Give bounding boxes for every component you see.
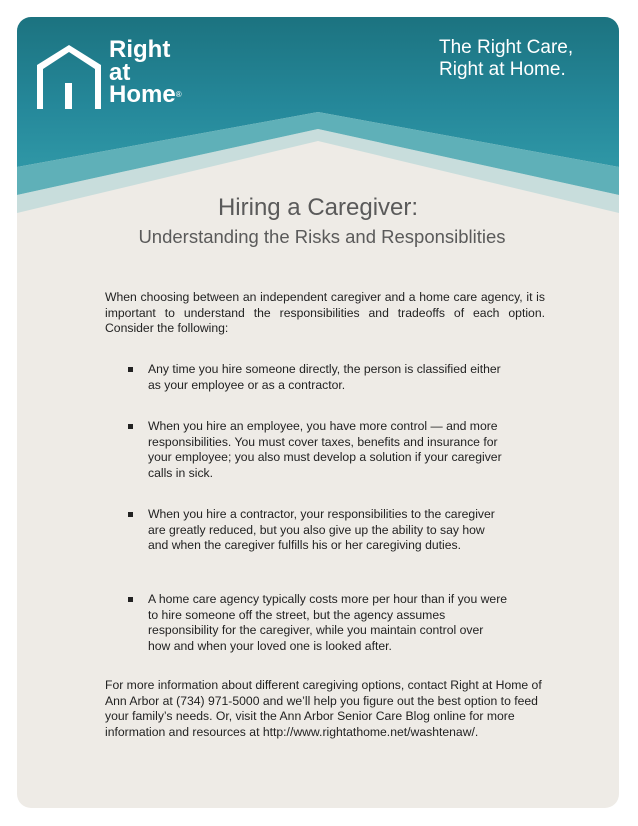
logo-line-1: Right xyxy=(109,36,171,63)
logo-line-3: Home xyxy=(109,81,176,108)
registered-mark: ® xyxy=(175,90,182,99)
bullet-text: When you hire a contractor, your responsibilities to the caregiver are greatly reduced, but you also give up the ability to say how and when the caregiver fulfills his or her caregiving duties. xyxy=(148,507,495,552)
logo-wordmark xyxy=(109,36,182,108)
bullet-text: Any time you hire someone directly, the person is classified either as your employee or as a contractor. xyxy=(148,362,501,392)
page-title: Hiring a Caregiver: xyxy=(217,194,419,221)
bullet-square-icon xyxy=(128,424,133,429)
logo-line-2: at xyxy=(109,58,131,86)
bullet-text: A home care agency typically costs more per hour than if you were to hire someone off the street, but the agency assumes responsibility for the caregiver, while you maintain control over how and when your loved one is looked after. xyxy=(148,592,508,653)
bullet-square-icon xyxy=(128,367,133,372)
tagline-line-1: The Right Care, xyxy=(439,37,574,58)
bullet-item xyxy=(148,507,508,554)
bullet-square-icon xyxy=(128,597,133,602)
intro-paragraph: When choosing between an independent caregiver and a home care agency, it is important to understand the responsibilities and tradeoffs of each option. Consider the following: xyxy=(105,290,545,335)
document-page xyxy=(17,17,619,808)
closing-paragraph: For more information about different caregiving options, contact Right at Home of Ann Arbor at (734) 971-5000 and we’ll help you figure out the best option to feed your family’s needs. Or, visit the Ann Arbor Senior Care Blog online for more information and resources at http://www.rightathome.net/washtenaw/. xyxy=(105,678,542,739)
bullet-square-icon xyxy=(128,512,133,517)
bullet-text: When you hire an employee, you have more control — and more responsibilities. You must cover taxes, benefits and insurance for your employee; you also must develop a solution if your caregiver calls in sick. xyxy=(148,419,502,480)
tagline xyxy=(439,37,599,81)
page-subtitle: Understanding the Risks and Responsiblities xyxy=(138,226,506,247)
tagline-line-2: Right at Home. xyxy=(439,59,566,80)
bullet-item xyxy=(148,419,508,481)
bullet-item xyxy=(148,592,508,654)
bullet-item xyxy=(148,362,508,393)
